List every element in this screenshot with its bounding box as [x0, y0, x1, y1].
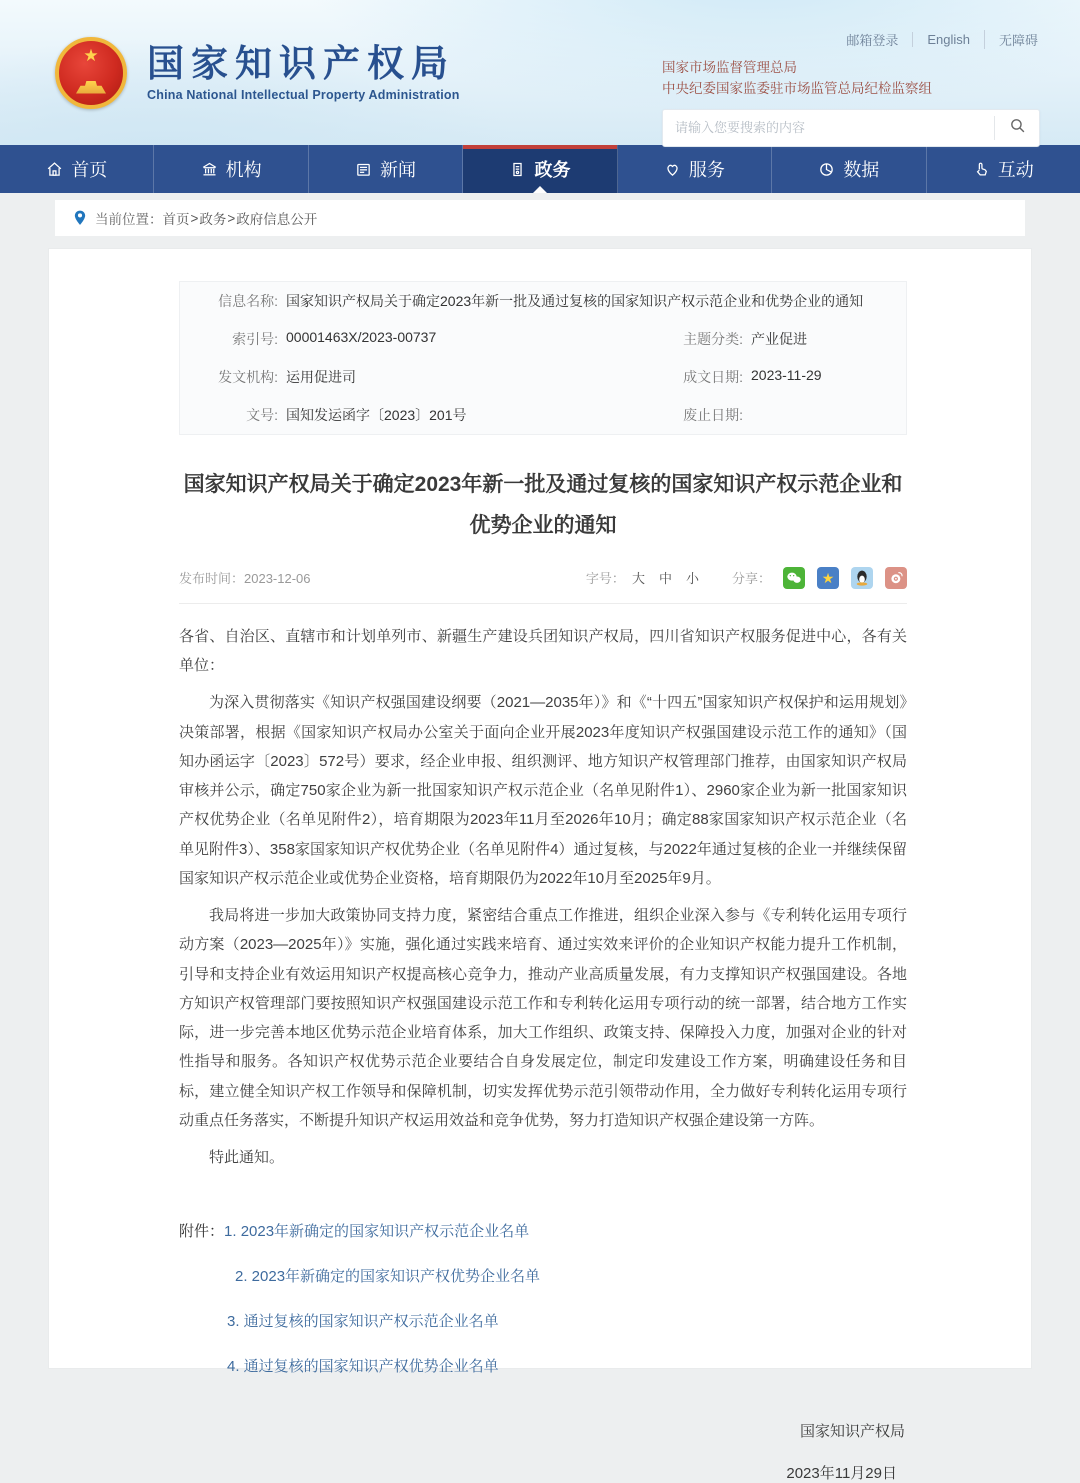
nav-item-data[interactable]	[772, 145, 926, 193]
nav-label: 机构	[225, 160, 262, 180]
info-docnum-label: 文号:	[246, 407, 278, 423]
related-org-links	[662, 58, 1040, 100]
emblem-star-icon: ★	[83, 45, 99, 65]
nav-item-institution[interactable]	[154, 145, 308, 193]
magnifier-icon	[1009, 117, 1026, 139]
breadcrumb-info-disclosure-link[interactable]: 政府信息公开	[236, 212, 318, 227]
font-size-medium-button[interactable]: 中	[658, 571, 672, 587]
info-name-value: 国家知识产权局关于确定2023年新一批及通过复核的国家知识产权示范企业和优势企业的通知	[286, 293, 864, 309]
english-link[interactable]: English	[912, 32, 984, 47]
info-topic-value: 产业促进	[751, 331, 807, 347]
info-docnum-value: 国知发运函字〔2023〕201号	[286, 407, 467, 423]
font-size-label: 字号：	[585, 571, 625, 587]
article-title: 国家知识产权局关于确定2023年新一批及通过复核的国家知识产权示范企业和优势企业的通知	[183, 473, 903, 537]
content-panel	[48, 248, 1032, 1483]
qzone-share-icon[interactable]: ★	[817, 567, 839, 589]
government-affairs-icon	[509, 161, 526, 178]
breadcrumb-separator: >	[227, 210, 236, 226]
article-meta-row	[179, 567, 907, 604]
nav-item-service[interactable]	[618, 145, 772, 193]
closing-paragraph: 特此通知。	[209, 1149, 285, 1167]
info-index-label: 索引号:	[232, 331, 278, 347]
site-header	[0, 0, 1080, 145]
info-topic-label: 主题分类:	[683, 331, 743, 347]
national-emblem-logo	[55, 37, 127, 109]
weibo-share-icon[interactable]	[885, 567, 907, 589]
info-index-value: 00001463X/2023-00737	[286, 329, 437, 345]
site-title: 国家知识产权局	[147, 42, 455, 84]
news-icon	[355, 161, 372, 178]
info-row-index-topic	[180, 320, 906, 358]
site-brand[interactable]	[55, 37, 460, 109]
service-icon	[664, 161, 681, 178]
nav-item-home[interactable]	[0, 145, 154, 193]
nav-label: 数据	[843, 160, 880, 180]
attachment-link-3[interactable]: 3. 通过复核的国家知识产权示范企业名单	[227, 1312, 499, 1330]
data-icon	[818, 161, 835, 178]
nav-label: 首页	[71, 160, 108, 180]
document-info-table	[179, 281, 907, 435]
attachment-link-4[interactable]: 4. 通过复核的国家知识产权优势企业名单	[227, 1357, 499, 1375]
body-paragraph: 为深入贯彻落实《知识产权强国建设纲要（2021—2035年）》和《“十四五”国家知识产权保护和运用规划》决策部署，根据《国家知识产权局办公室关于面向企业开展2023年度知识产权强国建设示范工作的通知》（国知办函运字〔2023〕572号）要求，经企业申报、组织测评、地方知识产权管理部门推荐，由国家知识产权局审核并公示，确定750家企业为新一批国家知识产权示范企业（名单见附件1）、2960家企业为新一批国家知识产权优势企业（名单见附件2），培育期限为2023年11月至2026年10月；确定88家国家知识产权示范企业（名单见附件3）、358家国家知识产权优势企业（名单见附件4）通过复核，与2022年通过复核的企业一并继续保留国家知识产权示范企业或优势企业资格，培育期限仍为2022年10月至2025年9月。	[179, 694, 907, 887]
info-agency-value: 运用促进司	[286, 369, 356, 385]
salutation-paragraph: 各省、自治区、直辖市和计划单列市、新疆生产建设兵团知识产权局，四川省知识产权服务促进中心，各有关单位：	[179, 627, 907, 675]
attachments-label: 附件：	[179, 1223, 225, 1241]
search-bar	[662, 109, 1040, 147]
mail-login-link[interactable]: 邮箱登录	[846, 33, 899, 49]
qq-share-icon[interactable]	[851, 567, 873, 589]
body-paragraph: 我局将进一步加大政策协同支持力度，紧密结合重点工作推进，组织企业深入参与《专利转化运用专项行动方案（2023—2025年）》实施，强化通过实践来培育、通过实效来评价的企业知识产权能力提升工作机制，引导和支持企业有效运用知识产权提高核心竞争力，推动产业高质量发展，有力支撑知识产权强国建设。各地方知识产权管理部门要按照知识产权强国建设示范工作和专利转化运用专项行动的统一部署，结合地方工作实际，进一步完善本地区优势示范企业培育体系，加大工作组织、政策支持、保障投入力度，加强对企业的针对性指导和服务。各知识产权优势示范企业要结合自身发展定位，制定印发建设工作方案，明确建设任务和目标，建立健全知识产权工作领导和保障机制，切实发挥优势示范引领带动作用，全力做好专利转化运用专项行动重点任务落实，不断提升知识产权运用效益和竞争优势，努力打造知识产权强企建设第一方阵。	[179, 907, 907, 1129]
nav-item-interaction[interactable]	[927, 145, 1080, 193]
signature-date: 2023年11月29日	[786, 1465, 897, 1483]
info-row-agency-date	[180, 358, 906, 396]
nav-item-news[interactable]	[309, 145, 463, 193]
breadcrumb-label: 当前位置：	[95, 212, 163, 227]
attachment-link-2[interactable]: 2. 2023年新确定的国家知识产权优势企业名单	[235, 1268, 541, 1286]
breadcrumb-home-link[interactable]: 首页	[162, 212, 190, 227]
nav-label: 互动	[997, 160, 1034, 180]
nav-label: 新闻	[380, 160, 417, 180]
utility-links	[832, 30, 1040, 49]
location-pin-icon	[73, 210, 87, 226]
info-date-label: 成文日期:	[683, 369, 743, 385]
share-label: 分享：	[731, 571, 771, 587]
breadcrumb-gov-link[interactable]: 政务	[199, 212, 227, 227]
signature-block	[179, 1420, 907, 1483]
interaction-icon	[973, 161, 990, 178]
institution-icon	[201, 161, 218, 178]
main-nav	[0, 145, 1080, 193]
publish-time: 发布时间：2023-12-06	[179, 571, 311, 587]
discipline-inspection-link[interactable]: 中央纪委国家监委驻市场监管总局纪检监察组	[662, 81, 932, 96]
search-input[interactable]	[663, 120, 994, 135]
info-agency-label: 发文机构:	[218, 369, 278, 385]
nav-label: 服务	[688, 160, 725, 180]
wechat-share-icon[interactable]	[783, 567, 805, 589]
site-subtitle: China National Intellectual Property Administration	[147, 88, 460, 103]
home-icon	[46, 161, 63, 178]
samr-link[interactable]: 国家市场监督管理总局	[662, 60, 797, 76]
emblem-gate-icon	[76, 81, 106, 94]
font-size-small-button[interactable]: 小	[685, 571, 699, 587]
info-date-value: 2023-11-29	[751, 367, 822, 383]
font-size-large-button[interactable]: 大	[631, 571, 645, 587]
article-body	[179, 622, 907, 1173]
nav-label: 政务	[534, 160, 571, 180]
breadcrumb	[55, 200, 1025, 236]
breadcrumb-separator: >	[190, 210, 199, 226]
info-row-name	[180, 282, 906, 320]
attachments-section	[179, 1218, 907, 1380]
info-repeal-label: 废止日期:	[683, 407, 743, 423]
attachment-link-1[interactable]: 1. 2023年新确定的国家知识产权示范企业名单	[224, 1223, 530, 1241]
signature-org: 国家知识产权局	[799, 1423, 905, 1441]
info-name-label: 信息名称:	[218, 293, 278, 309]
info-row-docnum-repeal	[180, 396, 906, 434]
search-button[interactable]	[994, 116, 1039, 140]
nav-item-government-affairs[interactable]	[463, 145, 617, 193]
accessibility-link[interactable]: 无障碍	[984, 30, 1040, 49]
